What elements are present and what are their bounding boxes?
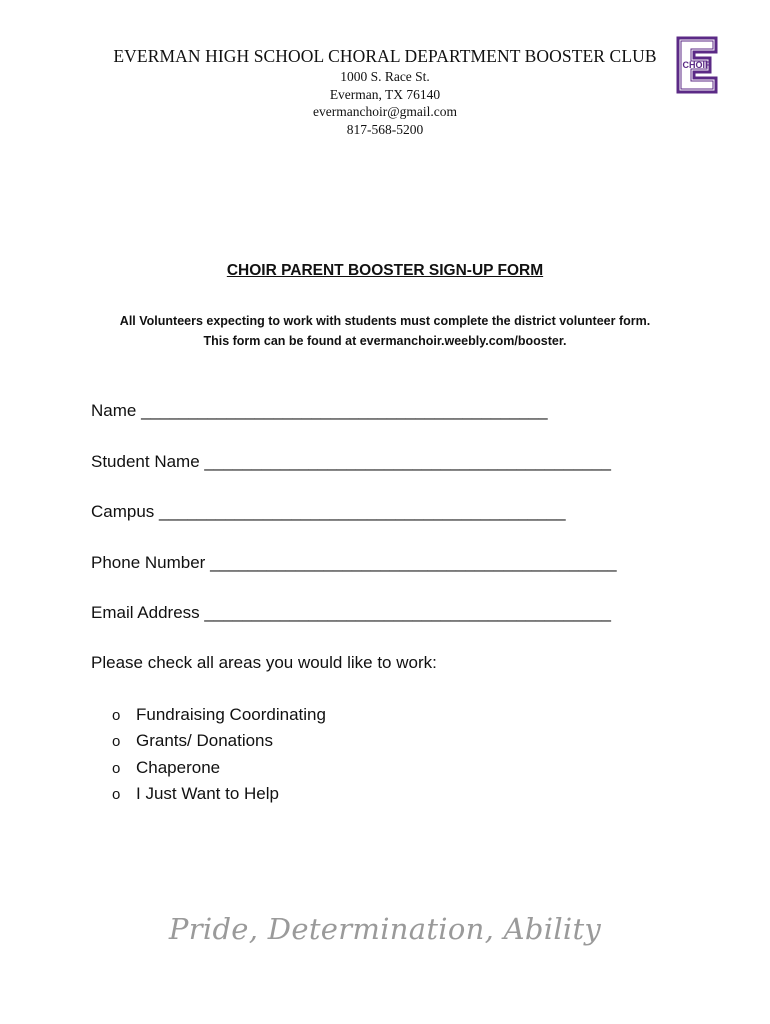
checkbox-icon[interactable]: o	[112, 785, 121, 803]
volunteer-notice	[0, 311, 770, 351]
logo-letter: CHOIR	[682, 60, 712, 70]
campus-blank[interactable]: ___________________________________________	[159, 502, 566, 521]
option-label: I Just Want to Help	[136, 783, 279, 803]
checkbox-icon[interactable]: o	[112, 707, 121, 724]
signup-fields	[91, 398, 617, 651]
org-name: EVERMAN HIGH SCHOOL CHORAL DEPARTMENT BOOSTER CLUB	[113, 46, 657, 66]
contact-email: evermanchoir@gmail.com	[312, 104, 457, 119]
student-name-label: Student Name	[91, 451, 200, 471]
option-label: Chaperone	[136, 757, 221, 777]
phone-number-label: Phone Number	[91, 552, 206, 572]
option-chaperone[interactable]	[112, 755, 326, 781]
name-label: Name	[91, 401, 137, 420]
campus-label: Campus	[91, 502, 155, 521]
email-address-field[interactable]	[91, 600, 617, 651]
contact-phone: 817-568-5200	[346, 121, 424, 137]
checkbox-icon[interactable]: o	[112, 759, 121, 777]
option-just-help[interactable]	[112, 781, 326, 807]
name-blank[interactable]: ___________________________________________	[141, 401, 548, 420]
phone-number-blank[interactable]: ___________________________________________	[210, 552, 617, 572]
choir-e-logo	[676, 36, 718, 94]
email-address-blank[interactable]: ___________________________________________	[204, 603, 611, 622]
email-address-label: Email Address	[91, 603, 200, 622]
work-areas-list	[112, 702, 326, 807]
letterhead	[0, 44, 770, 138]
notice-line-1: All Volunteers expecting to work with students must complete the district volunteer form.	[119, 314, 651, 328]
option-label: Grants/ Donations	[136, 731, 274, 751]
campus-field[interactable]	[91, 499, 617, 550]
areas-prompt: Please check all areas you would like to work:	[91, 653, 437, 672]
student-name-field[interactable]	[91, 449, 617, 500]
form-title: CHOIR PARENT BOOSTER SIGN-UP FORM	[226, 262, 544, 279]
phone-number-field[interactable]	[91, 550, 617, 601]
footer-motto: Pride, Determination, Ability	[168, 912, 602, 946]
option-fundraising[interactable]	[112, 702, 326, 728]
option-label: Fundraising Coordinating	[136, 705, 326, 724]
student-name-blank[interactable]: ___________________________________________	[204, 451, 611, 471]
name-field[interactable]	[91, 398, 617, 449]
address-line-1: 1000 S. Race St.	[340, 69, 430, 84]
option-grants-donations[interactable]	[112, 728, 326, 754]
address-line-2: Everman, TX 76140	[329, 86, 441, 102]
notice-line-2: This form can be found at evermanchoir.weebly.com/booster.	[203, 334, 567, 348]
checkbox-icon[interactable]: o	[112, 733, 121, 751]
